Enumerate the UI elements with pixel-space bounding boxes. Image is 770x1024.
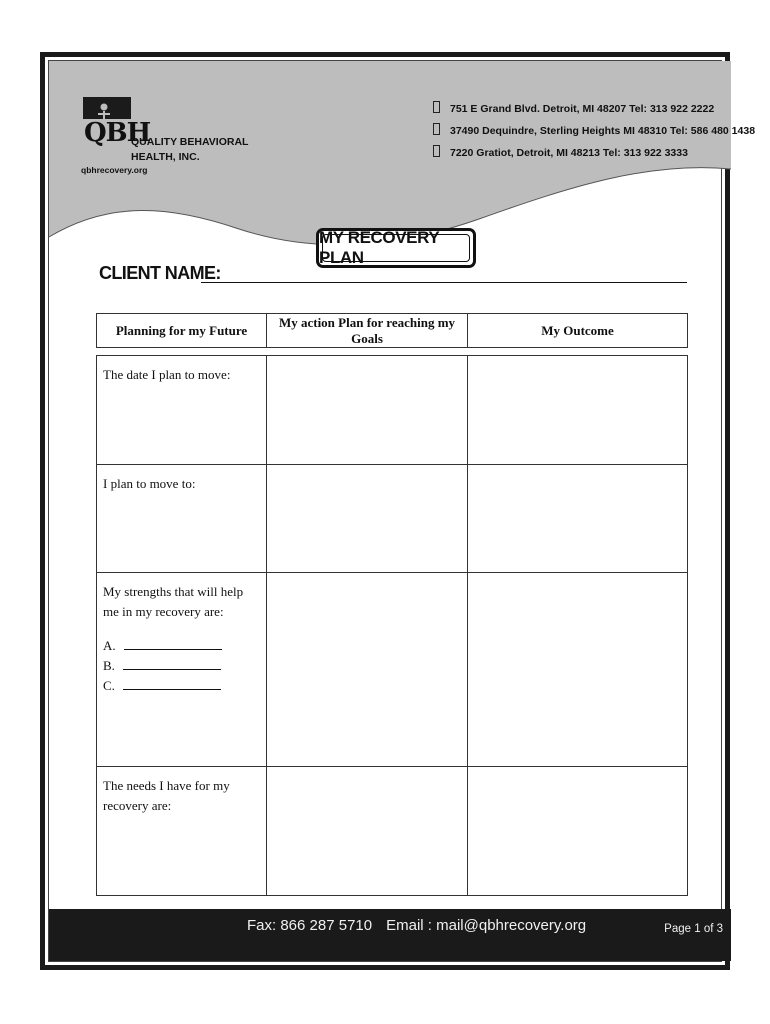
client-name-field[interactable] xyxy=(201,282,687,283)
action-plan-cell[interactable] xyxy=(267,767,468,896)
address-text: 37490 Dequindre, Sterling Heights MI 48310 Tel: 586 480 1438 xyxy=(450,125,756,137)
address-text: 7220 Gratiot, Detroit, MI 48213 Tel: 313 922 3333 xyxy=(450,147,688,159)
list-item xyxy=(103,656,260,676)
outcome-cell[interactable] xyxy=(468,465,688,573)
form-inner-border xyxy=(48,60,756,962)
table-row xyxy=(97,465,688,573)
action-plan-cell[interactable] xyxy=(267,573,468,767)
row-label: My strengths that will help me in my recovery are: xyxy=(103,584,244,619)
address-item xyxy=(433,98,755,120)
form-frame xyxy=(40,52,756,970)
strength-blank-a[interactable] xyxy=(124,636,222,650)
row-label: The needs I have for my recovery are: xyxy=(103,778,230,813)
outcome-cell[interactable] xyxy=(468,356,688,465)
action-plan-cell[interactable] xyxy=(267,356,468,465)
client-name-label: CLIENT NAME: xyxy=(99,263,221,283)
logo-letters: QBH xyxy=(84,118,151,148)
list-item xyxy=(103,636,260,656)
fax-text: Fax: 866 287 5710 xyxy=(247,917,373,934)
page-title: MY RECOVERY PLAN xyxy=(319,228,439,267)
address-list xyxy=(433,98,755,164)
footer-bar xyxy=(49,909,731,961)
row-label: The date I plan to move: xyxy=(103,367,231,382)
page-number: Page 1 of 3 xyxy=(664,923,723,935)
address-item xyxy=(433,120,755,142)
address-text: 751 E Grand Blvd. Detroit, MI 48207 Tel: 313 922 2222 xyxy=(450,103,715,115)
list-item xyxy=(103,676,260,696)
column-header-table xyxy=(96,313,688,348)
outcome-cell[interactable] xyxy=(468,573,688,767)
row-label: I plan to move to: xyxy=(103,476,196,491)
item-letter: A. xyxy=(103,638,116,653)
title-box xyxy=(316,228,476,268)
table-row xyxy=(97,767,688,896)
column-header-planning: Planning for my Future xyxy=(97,314,267,348)
item-letter: C. xyxy=(103,678,115,693)
item-letter: B. xyxy=(103,658,115,673)
row-label-cell xyxy=(97,767,267,896)
strength-blank-c[interactable] xyxy=(123,676,221,690)
checkbox-icon xyxy=(433,123,440,135)
footer-contact xyxy=(247,917,600,934)
email-text: Email : mail@qbhrecovery.org xyxy=(386,917,587,934)
company-name-line1: QUALITY BEHAVIORAL xyxy=(131,136,249,148)
strengths-list xyxy=(103,636,260,696)
outcome-cell[interactable] xyxy=(468,767,688,896)
row-label-cell xyxy=(97,465,267,573)
action-plan-cell[interactable] xyxy=(267,465,468,573)
strength-blank-b[interactable] xyxy=(123,656,221,670)
checkbox-icon xyxy=(433,145,440,157)
checkbox-icon xyxy=(433,101,440,113)
row-label-cell xyxy=(97,573,267,767)
column-header-outcome: My Outcome xyxy=(468,314,688,348)
row-label-cell xyxy=(97,356,267,465)
website-text: qbhrecovery.org xyxy=(81,165,148,175)
address-item xyxy=(433,142,755,164)
column-header-action-plan: My action Plan for reaching my Goals xyxy=(267,314,468,348)
table-row xyxy=(97,356,688,465)
company-name xyxy=(131,135,251,165)
table-row xyxy=(97,573,688,767)
plan-table xyxy=(96,355,688,896)
company-name-line2: HEALTH, INC. xyxy=(131,151,200,163)
